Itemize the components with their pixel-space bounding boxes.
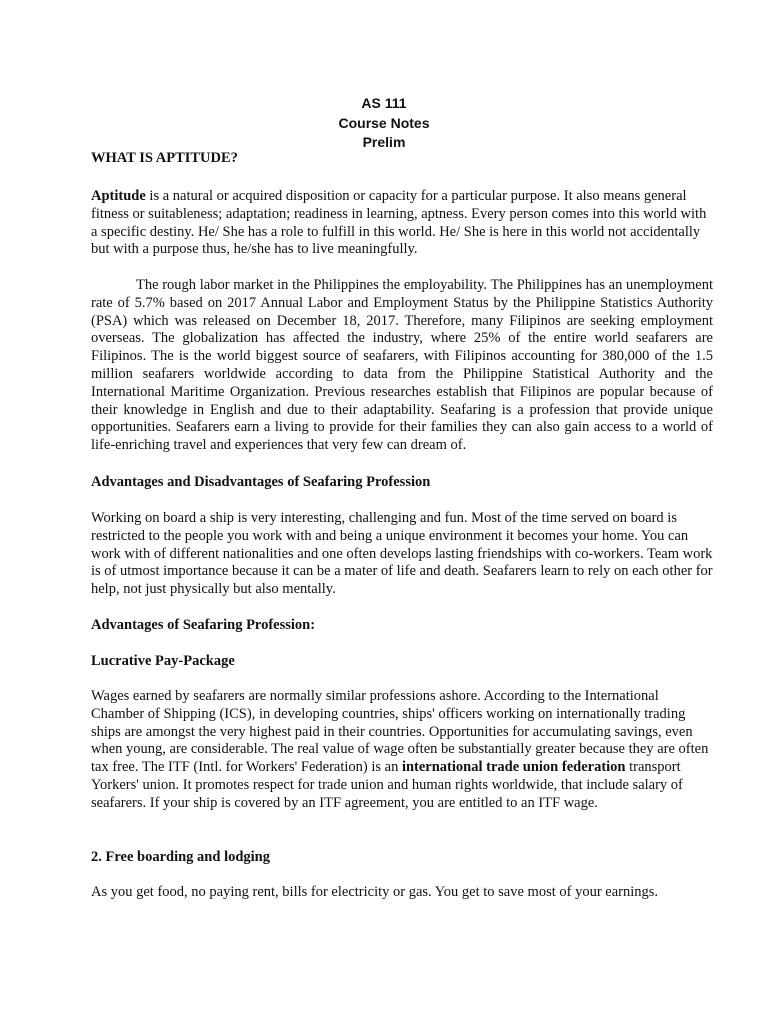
document-type: Course Notes bbox=[338, 114, 430, 131]
aptitude-paragraph bbox=[91, 188, 713, 259]
aptitude-heading: WHAT IS APTITUDE? bbox=[91, 150, 238, 166]
pay-text-bold: international trade union federation bbox=[401, 759, 626, 776]
boarding-paragraph: As you get food, no paying rent, bills for electricity or gas. You get to save most of your earnings. bbox=[91, 884, 659, 900]
course-code: AS 111 bbox=[361, 95, 407, 111]
pay-paragraph bbox=[91, 688, 713, 813]
pay-heading: Lucrative Pay-Package bbox=[91, 653, 235, 669]
document-header bbox=[0, 94, 768, 153]
boarding-heading: 2. Free boarding and lodging bbox=[91, 849, 270, 865]
labor-market-paragraph: The rough labor market in the Philippines the employability. The Philippines has an unemployment rate of 5.7% based on 2017 Annual Labor and Employment Status by the Philippine Statistics Authority (PSA) which was released on December 18, 2017. Therefore, many Filipinos are seeking employment overseas. The globalization has affected the industry, where 25% of the entire world seafarers are Filipinos. The is the world biggest source of seafarers, with Filipinos accounting for 380,000 of the 1.5 million seafarers worldwide according to data from the Philippine Statistical Authority and the International Maritime Organization. Previous researches establish that Filipinos are popular because of their knowledge in English and due to their adaptability. Seafaring is a profession that provide unique opportunities. Seafarers earn a living to provide for their families they can also gain access to a world of life-enriching travel and experiences that very few can dream of. bbox=[91, 277, 713, 454]
aptitude-term: Aptitude bbox=[91, 188, 146, 204]
advantages-heading: Advantages of Seafaring Profession: bbox=[91, 617, 316, 633]
adv-disadv-heading: Advantages and Disadvantages of Seafaring Profession bbox=[91, 474, 431, 490]
term-label: Prelim bbox=[362, 134, 406, 150]
pay-text-part2: transport Yorkers' union. It promotes respect for trade union and human rights worldwide, that include salary of seafarers. If your ship is covered by an ITF agreement, you are entitled to an ITF wage. bbox=[91, 759, 683, 811]
aptitude-definition: is a natural or acquired disposition or capacity for a particular purpose. It also means general fitness or suitableness; adaptation; readiness in learning, aptness. Every person comes into this world with a specific destiny. He/ She has a role to fulfill in this world. He/ She is here in this world not accidentally but with a purpose thus, he/she has to live meaningfully. bbox=[91, 188, 707, 258]
adv-disadv-paragraph: Working on board a ship is very interesting, challenging and fun. Most of the time served on board is restricted to the people you work with and being a unique environment it becomes your home. You can work with of different nationalities and one often develops lasting friendships with co-workers. Team work is of utmost importance because it can be a mater of life and death. Seafarers learn to rely on each other for help, not just physically but also mentally. bbox=[91, 510, 713, 598]
pay-text-part1: Wages earned by seafarers are normally similar professions ashore. According to the International Chamber of Shipping (ICS), in developing countries, ships' officers working on internationally trading ships are amongst the very highest paid in their countries. Opportunities for accumulating savings, even when young, are considerable. The real value of wage often be substantially greater because they are often tax free. The ITF (Intl. for Workers' Federation) is an bbox=[91, 688, 709, 776]
